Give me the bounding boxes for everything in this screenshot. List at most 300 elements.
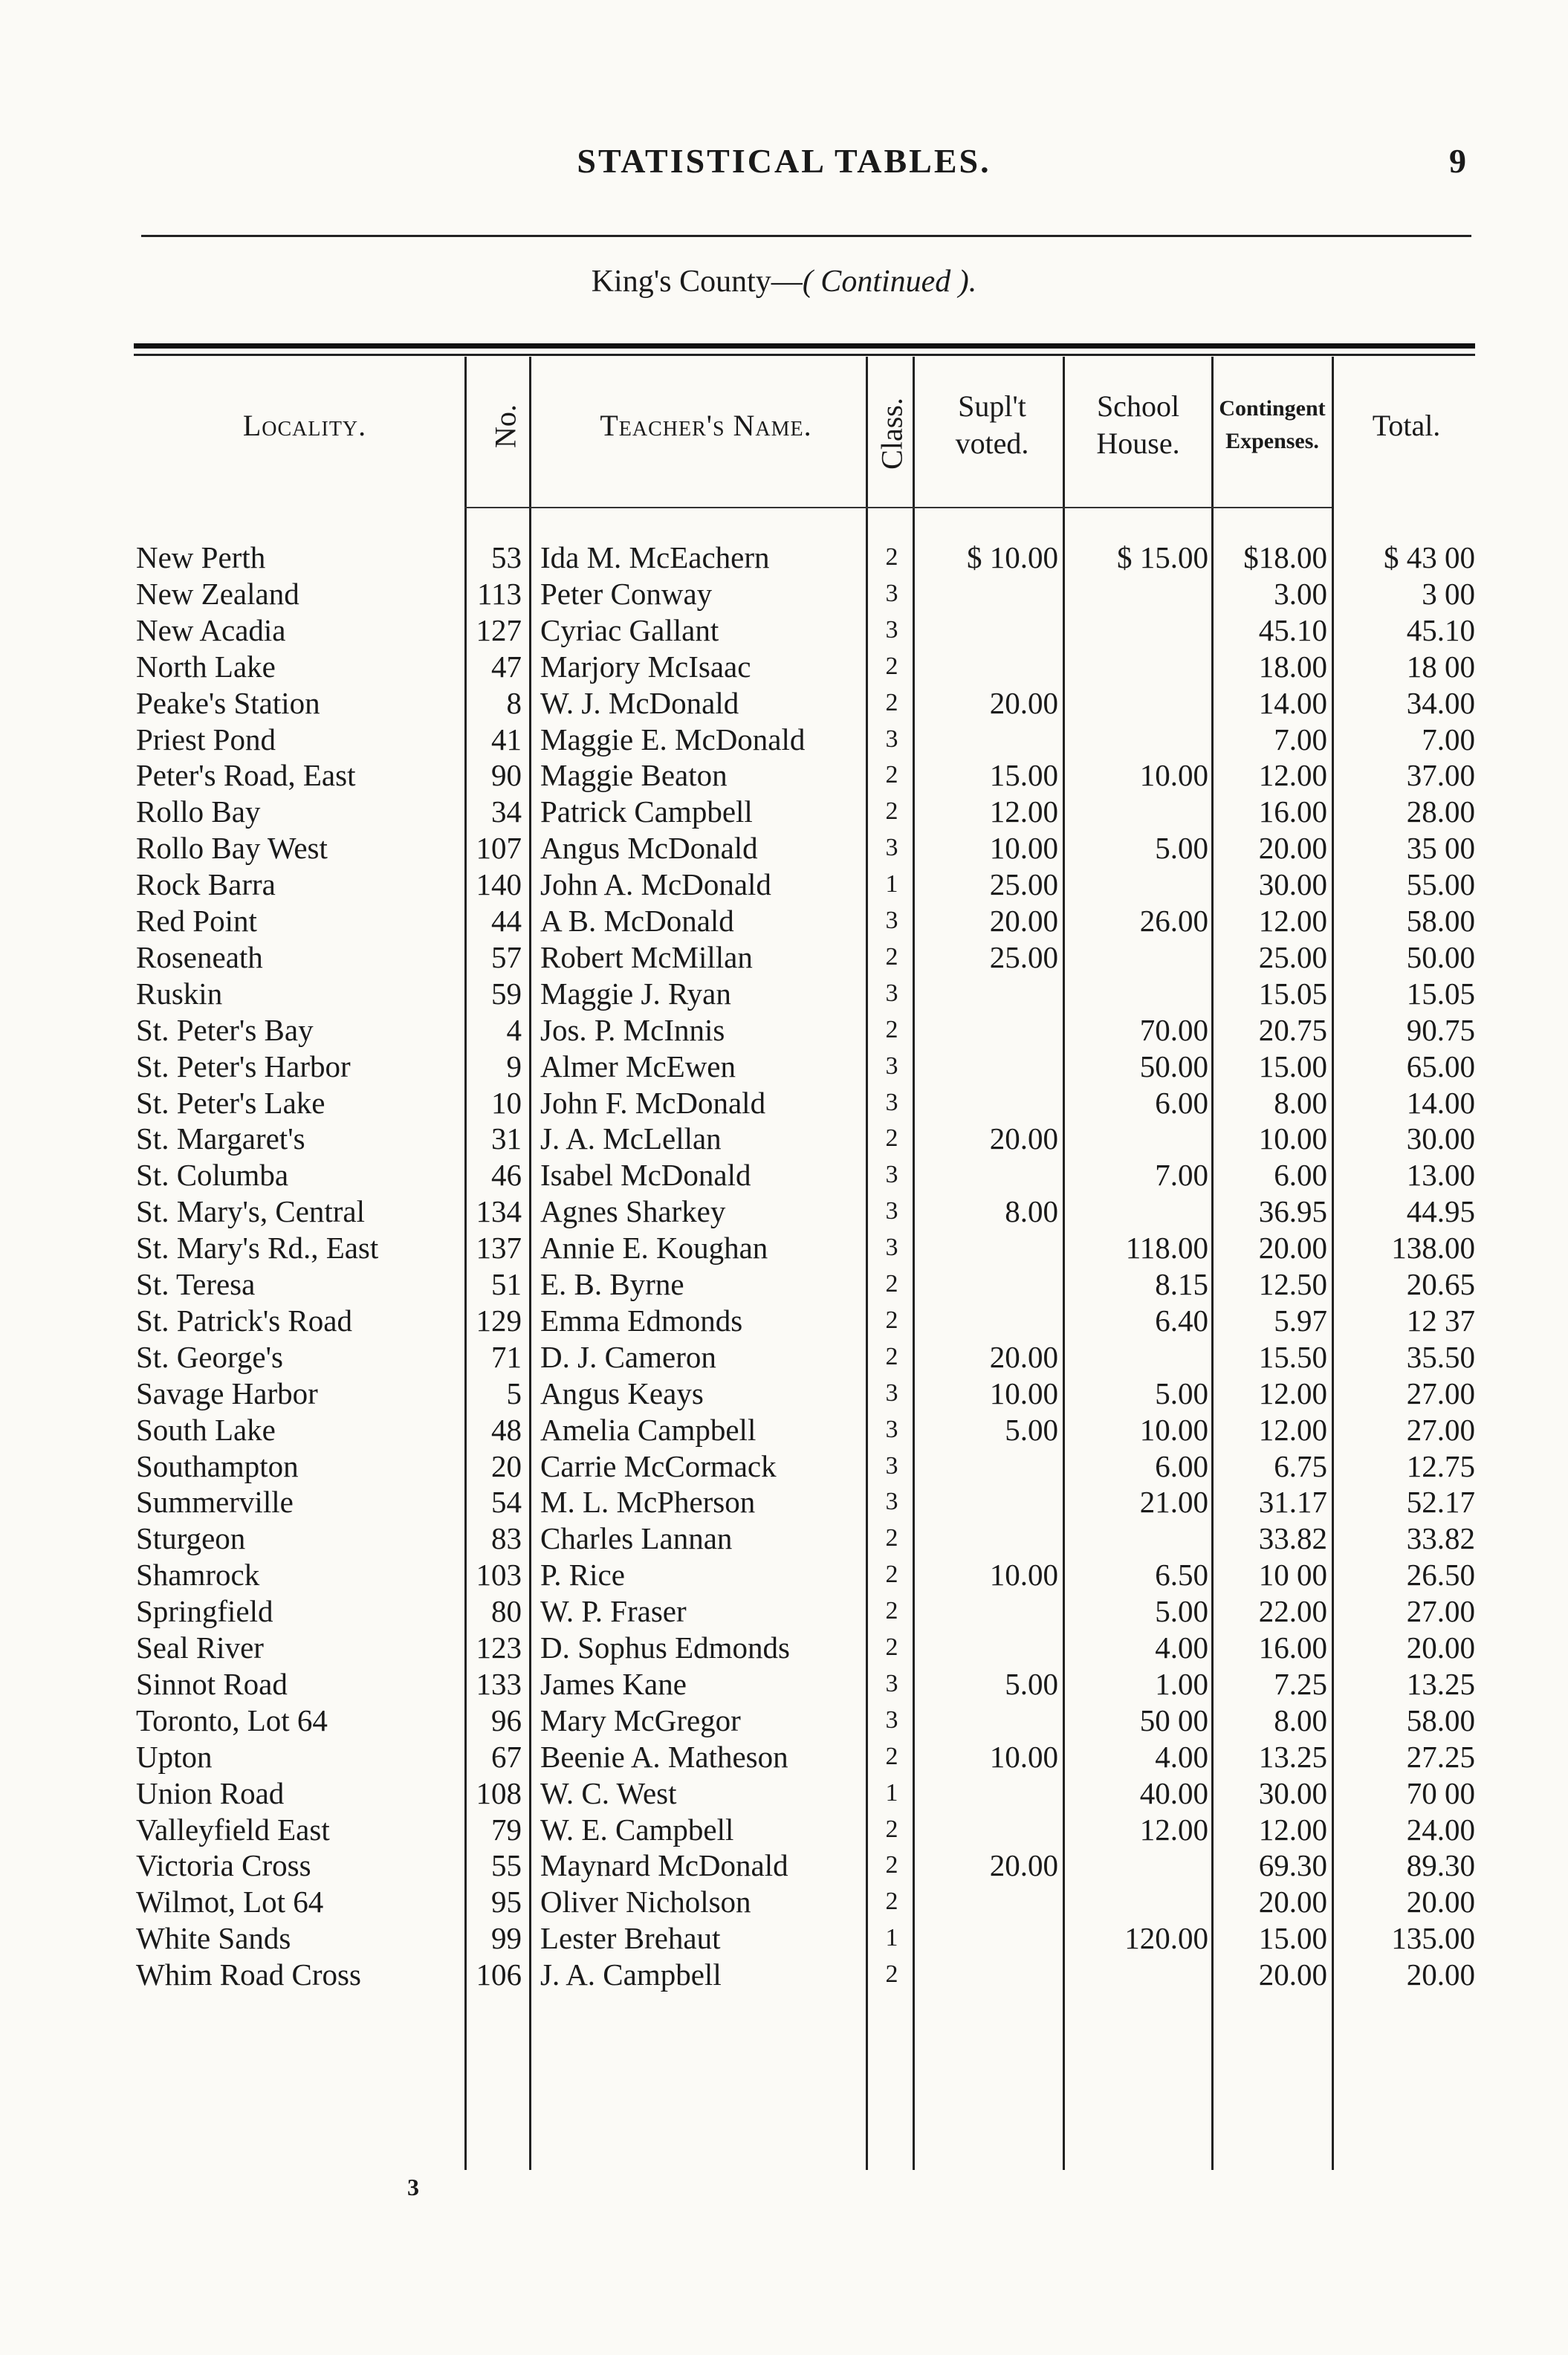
cell-no: 31 [491,1121,522,1156]
cell-no: 137 [476,1231,522,1266]
table-row [0,1049,1568,1084]
cell-total: 13.25 [1406,1666,1475,1701]
cell-contingent: 22.00 [1258,1594,1327,1629]
cell-locality: Peter's Road, East [136,758,356,793]
cell-class: 3 [885,615,898,644]
cell-class: 3 [885,1088,898,1116]
cell-supl-voted: 10.00 [989,1558,1058,1593]
cell-teacher: Angus Keays [540,1376,704,1410]
cell-school-house: 50.00 [1139,1049,1208,1083]
cell-teacher: Robert McMillan [540,939,753,974]
cell-total: 15.05 [1406,976,1475,1011]
cell-total: $ 43 00 [1384,540,1475,574]
cell-no: 59 [491,976,522,1011]
table-row [0,576,1568,612]
cell-locality: Red Point [136,904,257,938]
cell-contingent: 20.00 [1258,1885,1327,1920]
cell-teacher: Isabel McDonald [540,1158,751,1193]
cell-class: 3 [885,1669,898,1697]
cell-total: 90.75 [1406,1012,1475,1047]
table-row [0,722,1568,757]
table-row [0,540,1568,575]
cell-no: 47 [491,649,522,684]
cell-class: 3 [885,1197,898,1225]
col-header-supl-line2: voted. [955,427,1029,460]
cell-locality: Peake's Station [136,685,320,720]
cell-supl-voted: 5.00 [1005,1666,1058,1701]
cell-teacher: Maynard McDonald [540,1848,788,1883]
table-row [0,1303,1568,1338]
cell-class: 2 [885,1015,898,1043]
cell-school-house: 120.00 [1124,1921,1208,1956]
cell-contingent: 45.10 [1258,612,1327,647]
cell-total: 20.00 [1406,1630,1475,1665]
col-header-supl [921,388,1063,462]
cell-teacher: Maggie E. McDonald [540,722,806,757]
table-row [0,1085,1568,1121]
cell-contingent: 8.00 [1274,1085,1327,1120]
cell-school-house: 1.00 [1155,1666,1208,1701]
cell-total: 27.00 [1406,1412,1475,1447]
col-header-school [1066,388,1211,462]
header-bottom-rule [464,507,1332,508]
cell-locality: Roseneath [136,939,263,974]
cell-contingent: 16.00 [1258,794,1327,829]
table-row [0,1448,1568,1484]
cell-no: 96 [491,1703,522,1737]
cell-total: 34.00 [1406,685,1475,720]
col-header-school-line2: House. [1096,427,1180,460]
cell-contingent: 15.00 [1258,1921,1327,1956]
cell-contingent: 69.30 [1258,1848,1327,1883]
cell-no: 103 [476,1558,522,1593]
cell-total: 65.00 [1406,1049,1475,1083]
cell-contingent: 36.95 [1258,1194,1327,1229]
cell-no: 51 [491,1267,522,1301]
cell-no: 129 [476,1303,522,1338]
cell-locality: Rock Barra [136,867,276,902]
cell-total: 44.95 [1406,1194,1475,1229]
cell-supl-voted: 8.00 [1005,1194,1058,1229]
cell-class: 3 [885,979,898,1007]
table-row [0,1520,1568,1556]
cell-supl-voted: 20.00 [989,685,1058,720]
cell-school-house: 12.00 [1139,1812,1208,1847]
cell-school-house: 8.15 [1155,1267,1208,1301]
cell-teacher: Ida M. McEachern [540,540,770,574]
table-row [0,1884,1568,1920]
cell-contingent: 30.00 [1258,1775,1327,1810]
cell-teacher: E. B. Byrne [540,1267,684,1301]
cell-locality: St. Margaret's [136,1121,305,1156]
cell-locality: Summerville [136,1485,294,1520]
table-row [0,1230,1568,1266]
cell-teacher: James Kane [540,1666,687,1701]
cell-class: 2 [885,652,898,680]
cell-no: 4 [506,1012,522,1047]
cell-school-house: 50 00 [1139,1703,1208,1737]
table-row [0,1339,1568,1375]
table-top-rule-thin [134,354,1475,356]
cell-locality: St. Peter's Lake [136,1085,325,1120]
cell-locality: Ruskin [136,976,223,1011]
signature-mark: 3 [407,2174,419,2200]
cell-teacher: Angus McDonald [540,831,758,866]
cell-supl-voted: 15.00 [989,758,1058,793]
col-header-contingent-line1: Contingent [1219,396,1326,421]
cell-contingent: 14.00 [1258,685,1327,720]
cell-contingent: 30.00 [1258,867,1327,902]
col-header-contingent-line2: Expenses. [1225,428,1319,453]
cell-total: 26.50 [1406,1558,1475,1593]
cell-no: 79 [491,1812,522,1847]
cell-no: 9 [506,1049,522,1083]
table-row [0,1157,1568,1193]
table-row [0,1775,1568,1811]
cell-total: 20.00 [1406,1885,1475,1920]
cell-locality: Priest Pond [136,722,276,757]
cell-no: 134 [476,1194,522,1229]
cell-total: 3 00 [1422,576,1475,611]
table-row [0,1376,1568,1411]
cell-teacher: Almer McEwen [540,1049,736,1083]
cell-teacher: Lester Brehaut [540,1921,721,1956]
cell-contingent: 7.25 [1274,1666,1327,1701]
cell-class: 3 [885,1234,898,1262]
cell-contingent: 15.50 [1258,1339,1327,1374]
cell-contingent: 10.00 [1258,1121,1327,1156]
cell-supl-voted: 25.00 [989,939,1058,974]
cell-teacher: Maggie Beaton [540,758,728,793]
cell-locality: Savage Harbor [136,1376,318,1410]
cell-no: 10 [491,1085,522,1120]
cell-contingent: 7.00 [1274,722,1327,757]
cell-locality: White Sands [136,1921,291,1956]
cell-school-house: 10.00 [1139,758,1208,793]
cell-teacher: Beenie A. Matheson [540,1739,788,1774]
col-header-no: No. [488,404,522,448]
cell-no: 55 [491,1848,522,1883]
subtitle-county: King's County— [591,265,803,299]
cell-teacher: W. E. Campbell [540,1812,734,1847]
cell-no: 46 [491,1158,522,1193]
cell-locality: South Lake [136,1412,276,1447]
cell-no: 8 [506,685,522,720]
table-row [0,1739,1568,1775]
cell-total: 55.00 [1406,867,1475,902]
cell-class: 3 [885,907,898,934]
cell-supl-voted: 10.00 [989,1376,1058,1410]
cell-school-house: 21.00 [1139,1485,1208,1520]
cell-total: 58.00 [1406,1703,1475,1737]
cell-class: 1 [885,1924,898,1952]
table-row [0,939,1568,975]
cell-class: 3 [885,1415,898,1443]
col-header-school-line1: School [1096,389,1180,423]
cell-total: 37.00 [1406,758,1475,793]
cell-class: 2 [885,1815,898,1843]
cell-no: 90 [491,758,522,793]
table-row [0,1703,1568,1738]
cell-contingent: 33.82 [1258,1521,1327,1556]
cell-total: 13.00 [1406,1158,1475,1193]
cell-total: 28.00 [1406,794,1475,829]
cell-school-house: 118.00 [1125,1231,1208,1266]
cell-teacher: Patrick Campbell [540,794,753,829]
cell-total: 89.30 [1406,1848,1475,1883]
cell-contingent: 20.00 [1258,1957,1327,1992]
cell-supl-voted: 5.00 [1005,1412,1058,1447]
cell-supl-voted: $ 10.00 [967,540,1058,574]
cell-class: 2 [885,1960,898,1989]
table-row [0,1557,1568,1593]
cell-class: 1 [885,870,898,898]
cell-no: 83 [491,1521,522,1556]
cell-contingent: 18.00 [1258,649,1327,684]
cell-no: 44 [491,904,522,938]
cell-no: 113 [477,576,522,611]
cell-locality: St. Columba [136,1158,289,1193]
cell-total: 12 37 [1406,1303,1475,1338]
cell-no: 54 [491,1485,522,1520]
table-subtitle [0,264,1568,299]
cell-total: 35 00 [1406,831,1475,866]
page-title: STATISTICAL TABLES. [577,142,991,180]
cell-no: 5 [506,1376,522,1410]
cell-locality: Springfield [136,1594,273,1629]
cell-locality: St. Patrick's Road [136,1303,352,1338]
table-row [0,1121,1568,1156]
cell-locality: North Lake [136,649,276,684]
table-row [0,612,1568,648]
col-header-class: Class. [875,398,909,470]
cell-total: 12.75 [1406,1448,1475,1483]
cell-supl-voted: 20.00 [989,1339,1058,1374]
col-header-locality: Locality. [242,409,367,442]
cell-supl-voted: 12.00 [989,794,1058,829]
cell-locality: Victoria Cross [136,1848,311,1883]
cell-class: 2 [885,1597,898,1625]
table-row [0,830,1568,866]
cell-teacher: Cyriac Gallant [540,612,719,647]
cell-teacher: Marjory McIsaac [540,649,751,684]
cell-total: 33.82 [1406,1521,1475,1556]
cell-total: 14.00 [1406,1085,1475,1120]
cell-school-house: 5.00 [1155,831,1208,866]
cell-class: 2 [885,1633,898,1661]
cell-total: 20.00 [1406,1957,1475,1992]
cell-school-house: 6.00 [1155,1085,1208,1120]
table-row [0,1847,1568,1883]
cell-contingent: $18.00 [1243,540,1327,574]
table-row [0,1957,1568,1992]
cell-class: 3 [885,1705,898,1734]
cell-teacher: J. A. Campbell [540,1957,722,1992]
cell-total: 135.00 [1391,1921,1475,1956]
cell-class: 2 [885,1561,898,1589]
table-row [0,757,1568,793]
cell-class: 2 [885,1524,898,1552]
cell-class: 2 [885,688,898,716]
table-row [0,649,1568,684]
cell-locality: Union Road [136,1775,285,1810]
cell-no: 123 [476,1630,522,1665]
cell-total: 50.00 [1406,939,1475,974]
table-top-rule [134,343,1475,349]
cell-class: 2 [885,1742,898,1770]
cell-no: 140 [476,867,522,902]
cell-contingent: 16.00 [1258,1630,1327,1665]
cell-contingent: 3.00 [1274,576,1327,611]
cell-teacher: J. A. McLellan [540,1121,722,1156]
cell-teacher: D. Sophus Edmonds [540,1630,791,1665]
cell-supl-voted: 20.00 [989,1848,1058,1883]
cell-teacher: Maggie J. Ryan [540,976,731,1011]
cell-class: 2 [885,1888,898,1916]
cell-teacher: Mary McGregor [540,1703,741,1737]
cell-school-house: 6.50 [1155,1558,1208,1593]
cell-locality: Valleyfield East [136,1812,330,1847]
table-row [0,1630,1568,1665]
cell-total: 70 00 [1406,1775,1475,1810]
cell-teacher: Amelia Campbell [540,1412,757,1447]
cell-teacher: Agnes Sharkey [540,1194,726,1229]
cell-class: 2 [885,543,898,571]
cell-school-house: 70.00 [1139,1012,1208,1047]
cell-teacher: W. P. Fraser [540,1594,687,1629]
cell-teacher: D. J. Cameron [540,1339,716,1374]
cell-class: 3 [885,725,898,753]
table-row [0,1666,1568,1702]
table-row [0,1412,1568,1448]
cell-total: 52.17 [1406,1485,1475,1520]
cell-no: 80 [491,1594,522,1629]
col-header-teacher: Teacher's Name. [600,409,812,442]
cell-contingent: 20.75 [1258,1012,1327,1047]
cell-teacher: W. C. West [540,1775,677,1810]
cell-class: 3 [885,1488,898,1516]
cell-locality: St. Peter's Bay [136,1012,314,1047]
cell-teacher: Jos. P. McInnis [540,1012,725,1047]
cell-contingent: 15.05 [1258,976,1327,1011]
cell-locality: Southampton [136,1448,299,1483]
table-row [0,903,1568,939]
cell-locality: Shamrock [136,1558,260,1593]
cell-no: 127 [476,612,522,647]
col-header-supl-line1: Supl't [958,389,1026,423]
cell-contingent: 25.00 [1258,939,1327,974]
cell-contingent: 6.00 [1274,1158,1327,1193]
cell-no: 41 [491,722,522,757]
table-row [0,1193,1568,1229]
cell-teacher: Carrie McCormack [540,1448,777,1483]
cell-contingent: 31.17 [1258,1485,1327,1520]
cell-class: 2 [885,1306,898,1334]
cell-locality: Toronto, Lot 64 [136,1703,328,1737]
cell-contingent: 20.00 [1258,831,1327,866]
cell-supl-voted: 10.00 [989,1739,1058,1774]
cell-school-house: 6.00 [1155,1448,1208,1483]
cell-teacher: Annie E. Koughan [540,1231,768,1266]
cell-teacher: A B. McDonald [540,904,734,938]
cell-locality: St. Mary's, Central [136,1194,366,1229]
cell-locality: St. George's [136,1339,283,1374]
cell-contingent: 12.00 [1258,758,1327,793]
cell-locality: Rollo Bay West [136,831,328,866]
cell-teacher: Peter Conway [540,576,713,611]
cell-total: 27.00 [1406,1376,1475,1410]
cell-locality: New Acadia [136,612,286,647]
cell-school-house: 26.00 [1139,904,1208,938]
cell-teacher: Oliver Nicholson [540,1885,751,1920]
cell-teacher: John A. McDonald [540,867,771,902]
table-row [0,1266,1568,1302]
cell-contingent: 6.75 [1274,1448,1327,1483]
cell-locality: Sturgeon [136,1521,246,1556]
cell-no: 95 [491,1885,522,1920]
cell-locality: Seal River [136,1630,264,1665]
cell-school-house: $ 15.00 [1117,540,1208,574]
col-header-total: Total. [1372,409,1441,442]
cell-no: 67 [491,1739,522,1774]
header-rule [141,235,1471,237]
cell-total: 30.00 [1406,1121,1475,1156]
cell-teacher: Charles Lannan [540,1521,733,1556]
cell-teacher: Emma Edmonds [540,1303,743,1338]
cell-total: 18 00 [1406,649,1475,684]
cell-total: 24.00 [1406,1812,1475,1847]
cell-contingent: 12.50 [1258,1267,1327,1301]
cell-no: 107 [476,831,522,866]
cell-school-house: 40.00 [1139,1775,1208,1810]
cell-contingent: 13.25 [1258,1739,1327,1774]
table-row [0,685,1568,721]
cell-total: 20.65 [1406,1267,1475,1301]
cell-no: 133 [476,1666,522,1701]
cell-locality: Whim Road Cross [136,1957,361,1992]
cell-teacher: W. J. McDonald [540,685,739,720]
cell-school-house: 4.00 [1155,1630,1208,1665]
cell-school-house: 4.00 [1155,1739,1208,1774]
cell-locality: St. Teresa [136,1267,256,1301]
cell-class: 2 [885,1124,898,1153]
table-row [0,866,1568,902]
cell-class: 3 [885,1451,898,1480]
cell-no: 20 [491,1448,522,1483]
cell-locality: Rollo Bay [136,794,261,829]
cell-total: 58.00 [1406,904,1475,938]
cell-school-house: 7.00 [1155,1158,1208,1193]
cell-no: 71 [491,1339,522,1374]
cell-total: 27.00 [1406,1594,1475,1629]
subtitle-continued: ( Continued ). [802,265,977,299]
cell-supl-voted: 25.00 [989,867,1058,902]
cell-school-house: 10.00 [1139,1412,1208,1447]
cell-class: 2 [885,1270,898,1298]
cell-class: 2 [885,761,898,789]
cell-total: 7.00 [1422,722,1475,757]
cell-class: 3 [885,834,898,862]
cell-locality: New Zealand [136,576,299,611]
cell-no: 106 [476,1957,522,1992]
cell-total: 138.00 [1391,1231,1475,1266]
table-row [0,1593,1568,1629]
cell-teacher: John F. McDonald [540,1085,766,1120]
cell-contingent: 10 00 [1258,1558,1327,1593]
cell-class: 2 [885,1851,898,1879]
cell-class: 3 [885,1161,898,1189]
cell-locality: New Perth [136,540,266,574]
